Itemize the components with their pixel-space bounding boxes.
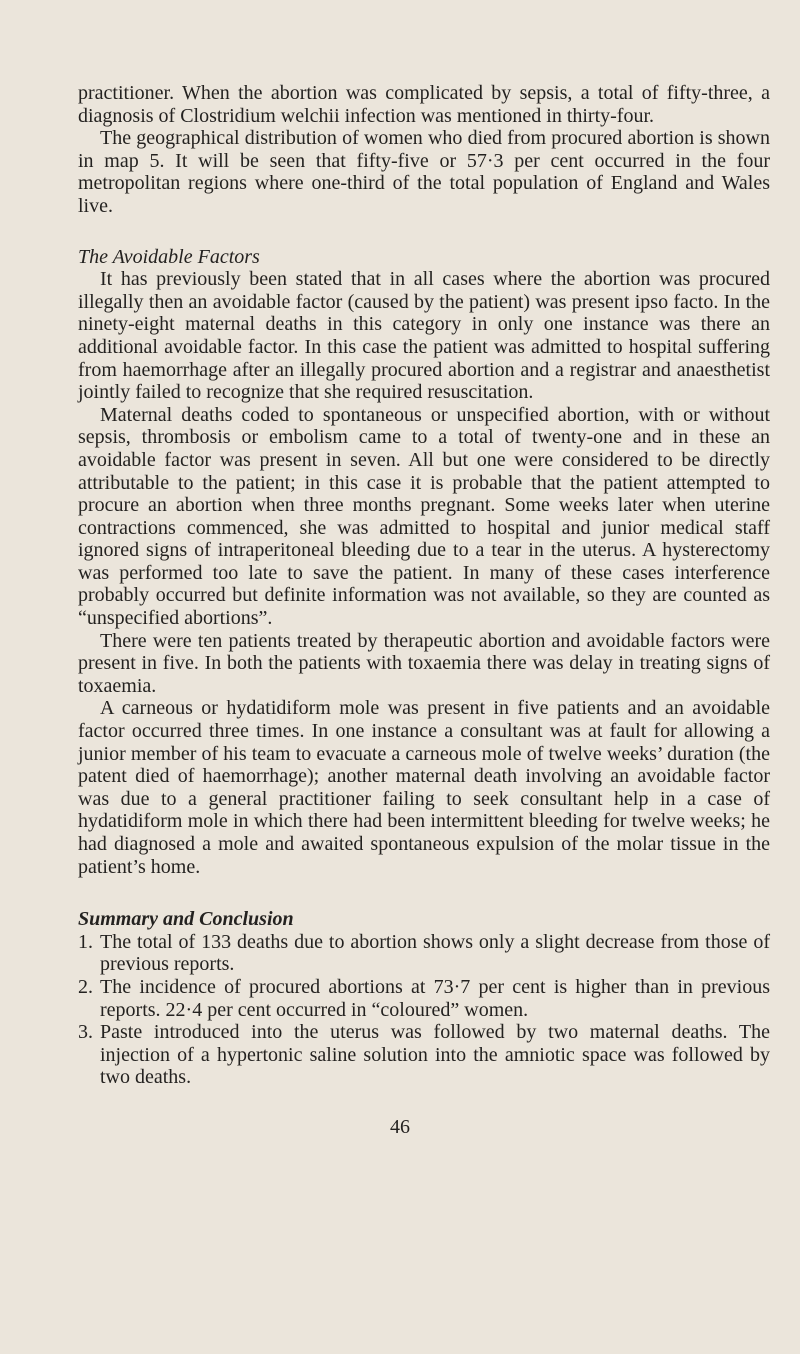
summary-item xyxy=(78,1021,770,1089)
document-page xyxy=(78,82,770,1089)
page-number: 46 xyxy=(390,1116,410,1138)
summary-item-number: 2. xyxy=(78,975,93,998)
heading-summary: Summary and Conclusion xyxy=(78,908,294,931)
paragraph-geographical: The geographical distribution of women who died from procured abortion is shown in map 5. It will be seen that fifty-five or 57·3 per cent occurred in the four metropolitan regions where one-third of the total population of England and Wales live. xyxy=(78,127,770,217)
paragraph-intro: practitioner. When the abortion was complicated by sepsis, a total of fifty-three, a diagnosis of Clostridium welchii infection was mentioned in thirty-four. xyxy=(78,82,770,127)
paragraph-avoidable-2: Maternal deaths coded to spontaneous or unspecified abortion, with or without sepsis, thrombosis or embolism came to a total of twenty-one and in these an avoidable factor was present in seven. All but one were considered to be directly attributable to the patient; in this case it is probable that the patient attempted to procure an abortion when three months pregnant. Some weeks later when uterine contractions commenced, she was admitted to hospital and junior medical staff ignored signs of intraperitoneal bleeding due to a tear in the uterus. A hysterectomy was performed too late to save the patient. In many of these cases interference probably occurred but definite information was not available, so they are counted as “unspecified abortions”. xyxy=(78,403,770,630)
summary-item xyxy=(78,931,770,976)
paragraph-avoidable-4: A carneous or hydatidiform mole was present in five patients and an avoidable factor occurred three times. In one instance a consultant was at fault for allowing a junior member of his team to evacuate a carneous mole of twelve weeks’ duration (the patent died of haemorrhage); another maternal death involving an avoidable factor was due to a general practitioner failing to seek consultant help in a case of hydatidiform mole in which there had been intermittent bleeding for twelve weeks; he had diagnosed a mole and awaited spontaneous expulsion of the molar tissue in the patient’s home. xyxy=(78,697,770,878)
summary-item xyxy=(78,976,770,1021)
summary-item-text: The incidence of procured abortions at 73·7 per cent is higher than in previous reports. 22·4 per cent occurred in “coloured” women. xyxy=(100,975,770,1021)
summary-item-number: 1. xyxy=(78,930,93,953)
summary-item-text: Paste introduced into the uterus was followed by two maternal deaths. The injection of a hypertonic saline solution into the amniotic space was followed by two deaths. xyxy=(100,1021,770,1089)
summary-list xyxy=(78,931,770,1089)
paragraph-avoidable-3: There were ten patients treated by therapeutic abortion and avoidable factors were present in five. In both the patients with toxaemia there was delay in treating signs of toxaemia. xyxy=(78,629,770,697)
paragraph-avoidable-1: It has previously been stated that in all cases where the abortion was procured illegally then an avoidable factor (caused by the patient) was present ipso facto. In the ninety-eight maternal deaths in this category in only one instance was there an additional avoidable factor. In this case the patient was admitted to hospital suffering from haemorrhage after an illegally procured abortion and a registrar and anaesthetist jointly failed to recognize that she required resuscitation. xyxy=(78,268,770,404)
summary-item-number: 3. xyxy=(78,1021,93,1044)
summary-item-text: The total of 133 deaths due to abortion shows only a slight decrease from those of previous reports. xyxy=(100,930,770,976)
heading-avoidable-factors: The Avoidable Factors xyxy=(78,245,260,268)
